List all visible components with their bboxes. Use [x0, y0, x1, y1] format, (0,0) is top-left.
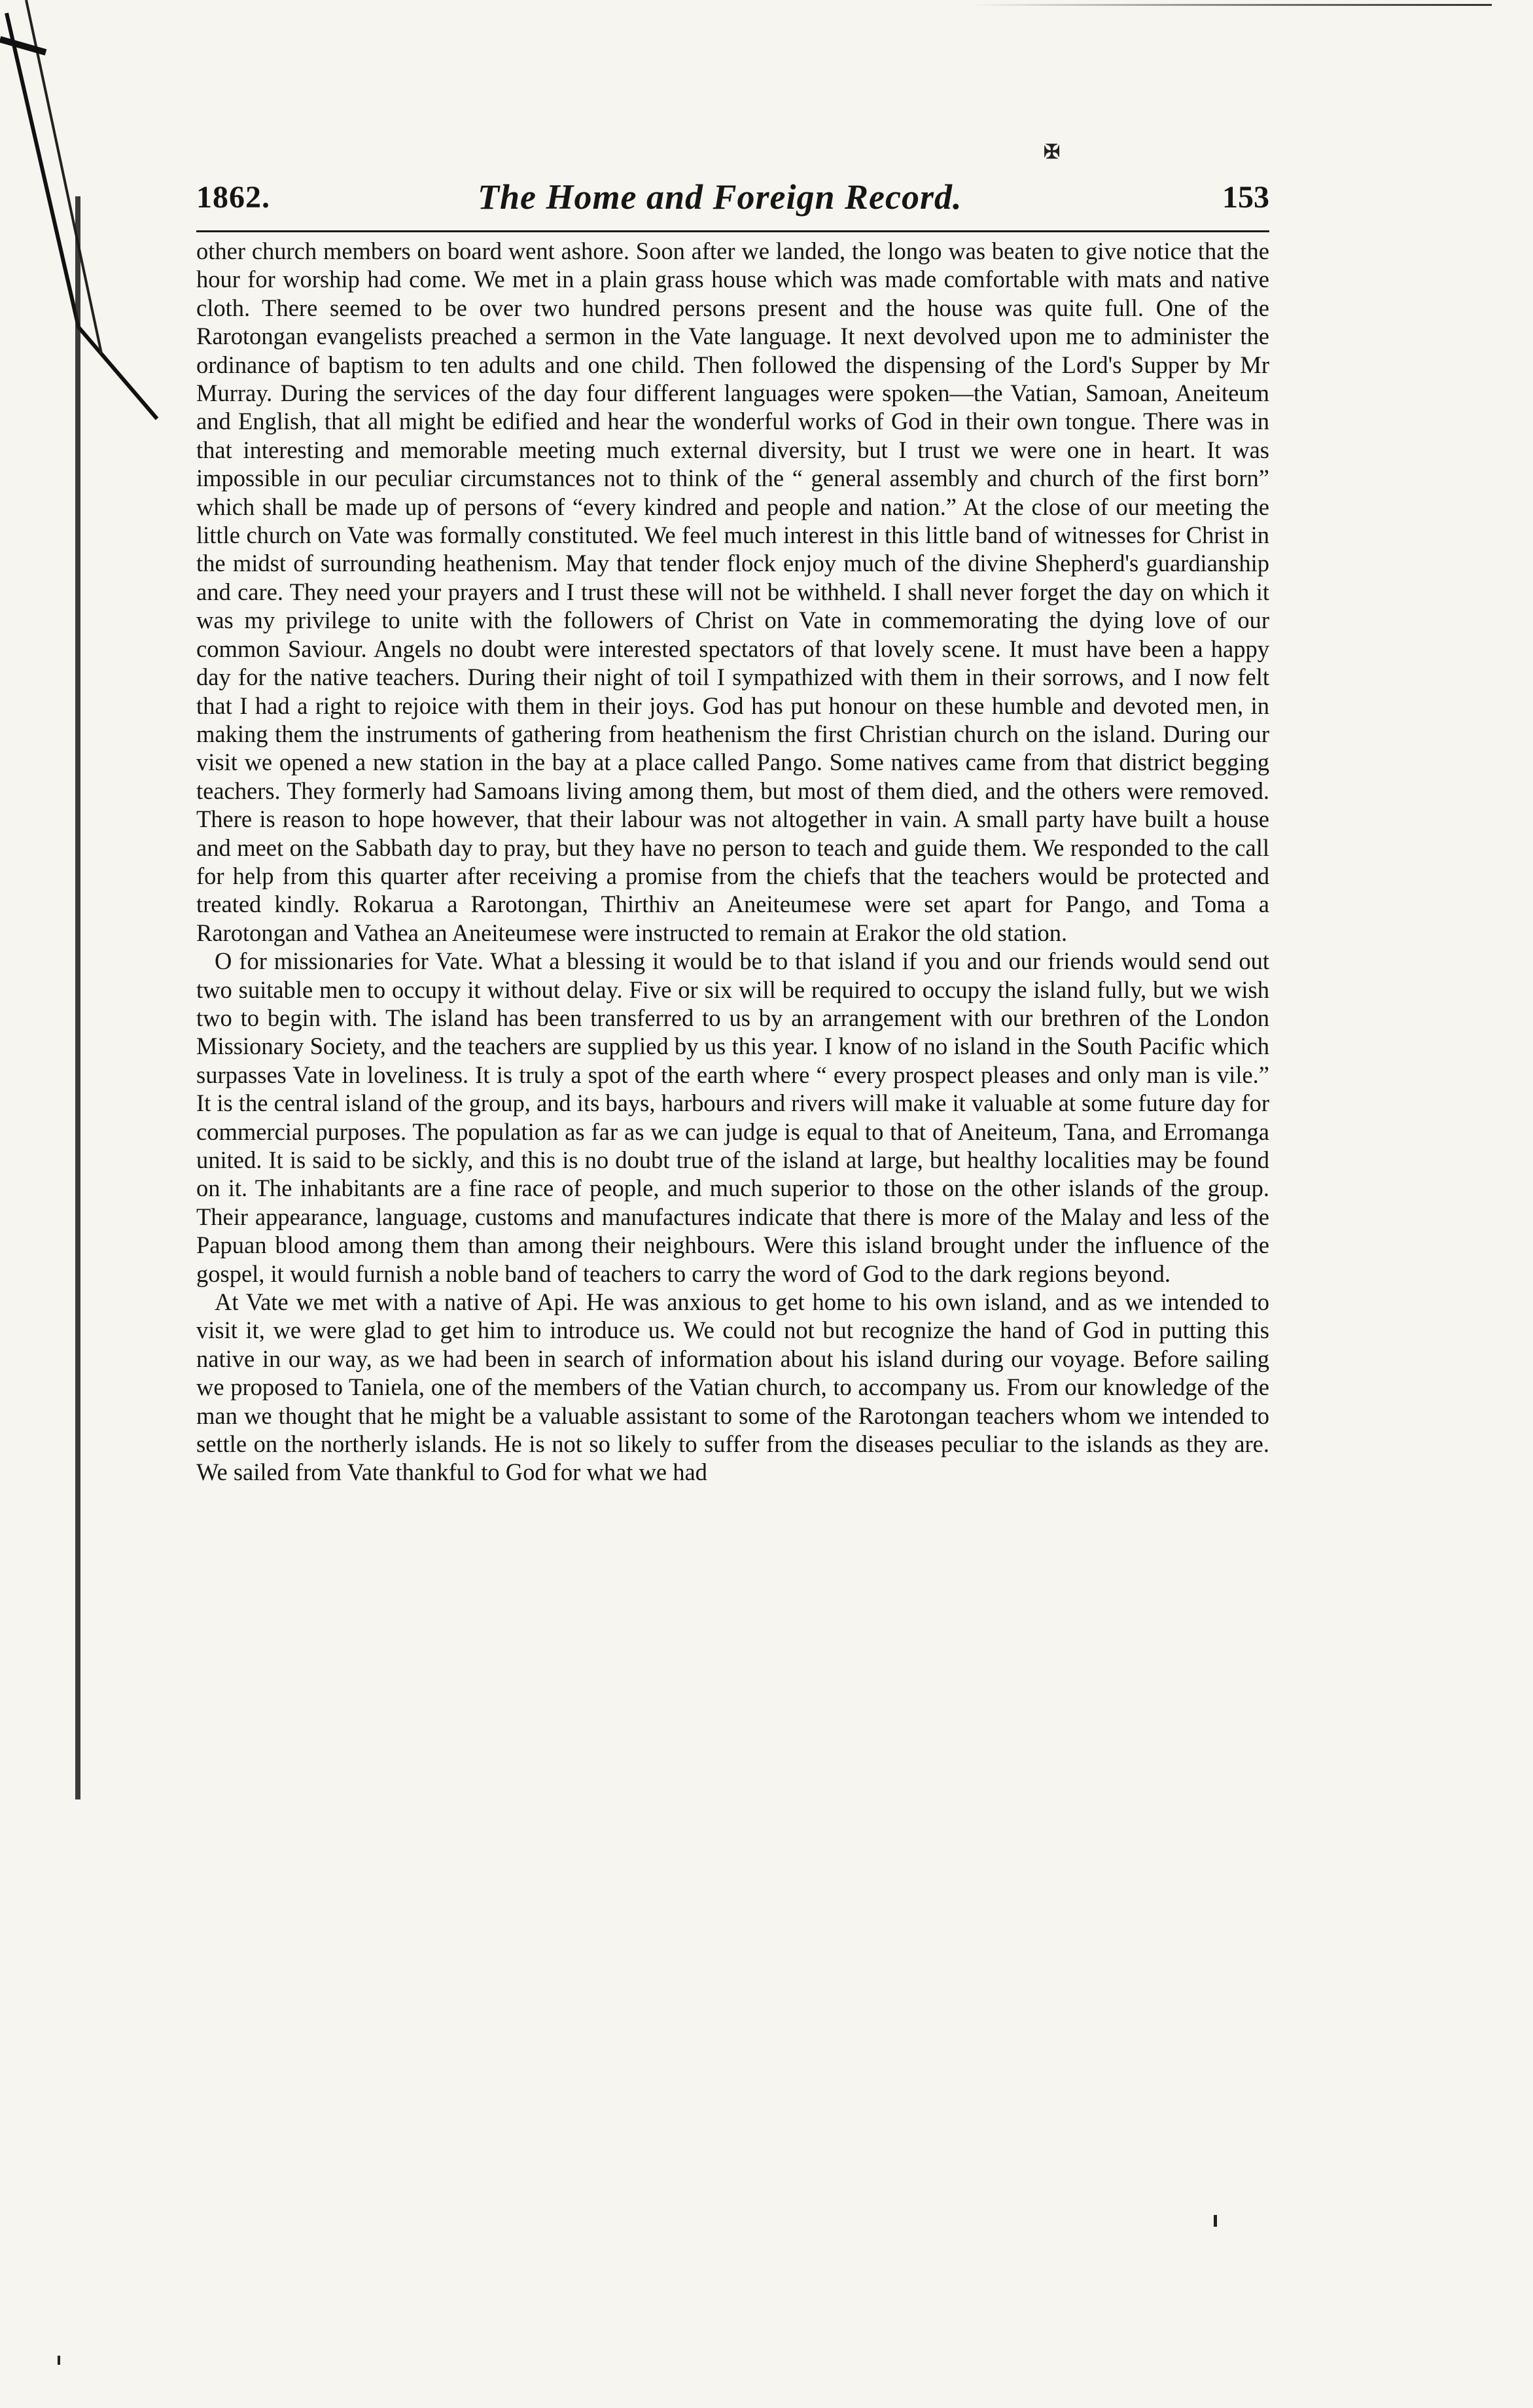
article-body — [196, 237, 1269, 1487]
running-head — [196, 177, 1269, 222]
paragraph-2: O for missionaries for Vate. What a blessing it would be to that island if you and our friends would send out two suitable men to occupy it without delay. Five or six will be required to occupy the island fully, but we wish two to begin with. The island has been transferred to us by an arrangement with our brethren of the London Missionary Society, and the teachers are supplied by us this year. I know of no island in the South Pacific which surpasses Vate in loveliness. It is truly a spot of the earth where “ every prospect pleases and only man is vile.” It is the central island of the group, and its bays, harbours and rivers will make it valuable at some future day for commercial purposes. The population as far as we can judge is equal to that of Aneiteum, Tana, and Erromanga united. It is said to be sickly, and this is no doubt true of the island at large, but healthy localities may be found on it. The inhabitants are a fine race of people, and much superior to those on the other islands of the group. Their appearance, language, customs and manufactures indicate that there is more of the Malay and less of the Papuan blood among them than among their neighbours. Were this island brought under the influence of the gospel, it would furnish a noble band of teachers to carry the word of God to the dark regions beyond. — [196, 947, 1270, 1287]
folio-mark: ✠ — [1044, 141, 1061, 164]
scan-speck — [1214, 2215, 1217, 2227]
margin-rule — [75, 196, 80, 1799]
journal-title: The Home and Foreign Record. — [478, 177, 962, 217]
page-number: 153 — [1222, 180, 1269, 215]
scan-speck — [58, 2356, 60, 2365]
scan-edge-mark — [968, 4, 1492, 6]
paragraph-3: At Vate we met with a native of Api. He was anxious to get home to his own island, and as we intended to visit it, we were glad to get him to introduce us. We could not but recognize the hand of God in putting this native in our way, as we had been in search of information about his island during our voyage. Before sailing we proposed to Taniela, one of the members of the Vatian church, to accompany us. From our knowledge of the man we thought that he might be a valuable assistant to some of the Rarotongan teachers whom we intended to settle on the northerly islands. He is not so likely to suffer from the diseases peculiar to the islands as they are. We sailed from Vate thankful to God for what we had — [196, 1288, 1269, 1486]
paragraph-1: other church members on board went ashore. Soon after we landed, the longo was beaten to give notice that the hour for worship had come. We met in a plain grass house which was made comfortable with mats and native cloth. There seemed to be over two hundred persons present and the house was quite full. One of the Rarotongan evangelists preached a sermon in the Vate language. It next devolved upon me to administer the ordinance of baptism to ten adults and one child. Then followed the dispensing of the Lord's Supper by Mr Murray. During the services of the day four different languages were spoken—the Vatian, Samoan, Aneiteum and English, that all might be edified and hear the wonderful works of God in their own tongue. There was in that interesting and memorable meeting much external diversity, but I trust we were one in heart. It was impossible in our peculiar circumstances not to think of the “ general assembly and church of the first born” which shall be made up of persons of “every kindred and people and nation.” At the close of our meeting the little church on Vate was formally constituted. We feel much interest in this little band of witnesses for Christ in the midst of surrounding heathenism. May that tender flock enjoy much of the divine Shepherd's guardianship and care. They need your prayers and I trust these will not be withheld. I shall never forget the day on which it was my privilege to unite with the followers of Christ on Vate in commemorating the dying love of our common Saviour. Angels no doubt were interested spectators of that lovely scene. It must have been a happy day for the native teachers. During their night of toil I sympathized with them in their sorrows, and I now felt that I had a right to rejoice with them in their joys. God has put honour on these humble and devoted men, in making them the instruments of gathering from heathenism the first Christian church on the island. During our visit we opened a new station in the bay at a place called Pango. Some natives came from that district begging teachers. They formerly had Samoans living among them, but most of them died, and the others were removed. There is reason to hope however, that their labour was not altogether in vain. A small party have built a house and meet on the Sabbath day to pray, but they have no person to teach and guide them. We responded to the call for help from this quarter after receiving a promise from the chiefs that the teachers would be protected and treated kindly. Rokarua a Rarotongan, Thirthiv an Aneiteumese were set apart for Pango, and Toma a Rarotongan and Vathea an Aneiteumese were instructed to remain at Erakor the old station. — [196, 238, 1269, 946]
header-rule — [196, 230, 1269, 232]
binding-edge-lines — [0, 0, 170, 458]
header-year: 1862. — [196, 180, 270, 215]
